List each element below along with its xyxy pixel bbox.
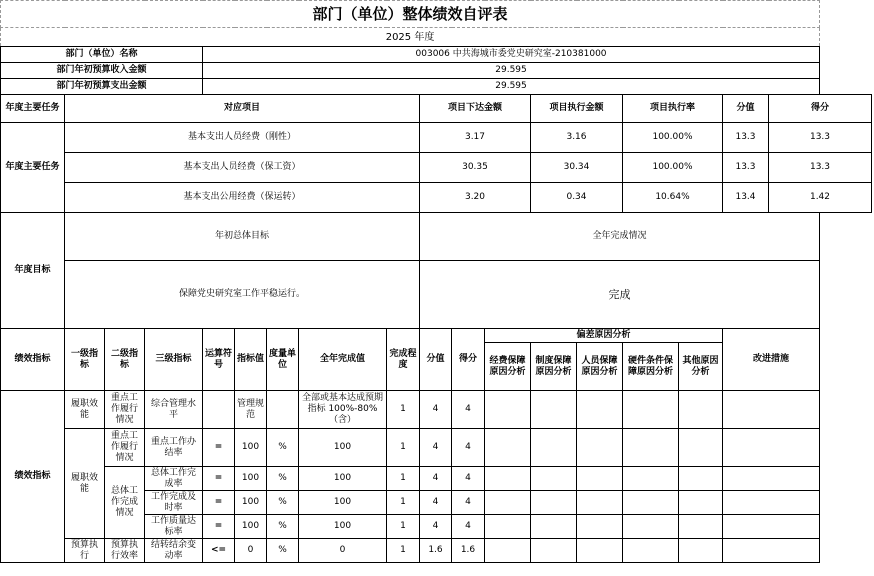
ind-l2: 总体工作完成情况	[105, 467, 145, 539]
ind-degree: 1	[387, 491, 420, 515]
ind-degree: 1	[387, 467, 420, 491]
ind-l3: 重点工作办结率	[145, 429, 203, 467]
h-deviation: 偏差原因分析	[485, 329, 723, 343]
ind-done: 全部或基本达成预期指标 100%-80%（含）	[299, 391, 387, 429]
table-row	[1, 183, 872, 213]
h-done: 全年完成值	[299, 329, 387, 391]
ind-op: =	[203, 429, 235, 467]
year-label: 2025 年度	[1, 28, 820, 47]
h-operator: 运算符号	[203, 329, 235, 391]
h-dev-personnel: 人员保障原因分析	[577, 343, 623, 391]
task-rate: 100.00%	[623, 123, 723, 153]
goal-done-header: 全年完成情况	[420, 213, 820, 261]
item-col-header: 对应项目	[65, 95, 420, 123]
exec-col-header: 项目执行金额	[531, 95, 623, 123]
ind-score: 4	[420, 467, 452, 491]
task-score: 13.4	[723, 183, 769, 213]
ind-unit: %	[267, 467, 299, 491]
indicator-label: 绩效指标	[1, 329, 65, 391]
table-row	[1, 153, 872, 183]
goal-label: 年度目标	[1, 213, 65, 329]
ind-l3: 工作完成及时率	[145, 491, 203, 515]
ind-l3: 结转结余变动率	[145, 539, 203, 563]
h-value: 指标值	[235, 329, 267, 391]
goal-target-text: 保障党史研究室工作平稳运行。	[65, 261, 420, 329]
ind-done: 100	[299, 491, 387, 515]
income-label: 部门年初预算收入金额	[1, 63, 203, 79]
task-budget: 3.17	[420, 123, 531, 153]
dept-value: 003006 中共海城市委党史研究室-210381000	[203, 47, 820, 63]
h-dev-system: 制度保障原因分析	[531, 343, 577, 391]
h-got: 得分	[452, 329, 485, 391]
h-degree: 完成程度	[387, 329, 420, 391]
indicator-body-label: 绩效指标	[1, 391, 65, 563]
task-item: 基本支出人员经费（保工资）	[65, 153, 420, 183]
task-exec: 3.16	[531, 123, 623, 153]
table-row	[1, 467, 872, 491]
ind-got: 4	[452, 429, 485, 467]
table-row	[1, 123, 872, 153]
ind-val: 100	[235, 429, 267, 467]
ind-op: =	[203, 491, 235, 515]
ind-op: =	[203, 467, 235, 491]
task-col-header: 年度主要任务	[1, 95, 65, 123]
ind-score: 4	[420, 515, 452, 539]
h-unit: 度量单位	[267, 329, 299, 391]
ind-score: 1.6	[420, 539, 452, 563]
ind-done: 0	[299, 539, 387, 563]
task-budget: 30.35	[420, 153, 531, 183]
ind-degree: 1	[387, 539, 420, 563]
page-title: 部门（单位）整体绩效自评表	[1, 1, 820, 28]
task-item: 基本支出人员经费（刚性）	[65, 123, 420, 153]
ind-val: 100	[235, 491, 267, 515]
ind-got: 1.6	[452, 539, 485, 563]
table-row	[1, 429, 872, 467]
ind-unit	[267, 391, 299, 429]
task-row-label: 年度主要任务	[1, 123, 65, 213]
ind-l2: 重点工作履行情况	[105, 429, 145, 467]
score-col-header: 分值	[723, 95, 769, 123]
got-col-header: 得分	[769, 95, 872, 123]
dept-label: 部门（单位）名称	[1, 47, 203, 63]
ind-op: =	[203, 515, 235, 539]
ind-l1: 履职效能	[65, 391, 105, 429]
budget-col-header: 项目下达金额	[420, 95, 531, 123]
ind-unit: %	[267, 429, 299, 467]
ind-l3: 综合管理水平	[145, 391, 203, 429]
ind-got: 4	[452, 491, 485, 515]
ind-got: 4	[452, 391, 485, 429]
ind-degree: 1	[387, 515, 420, 539]
task-score: 13.3	[723, 123, 769, 153]
ind-l2: 预算执行效率	[105, 539, 145, 563]
table-row	[1, 391, 872, 429]
task-got: 1.42	[769, 183, 872, 213]
task-got: 13.3	[769, 153, 872, 183]
ind-val: 管理规范	[235, 391, 267, 429]
ind-score: 4	[420, 391, 452, 429]
ind-unit: %	[267, 515, 299, 539]
ind-l3: 工作质量达标率	[145, 515, 203, 539]
task-item: 基本支出公用经费（保运转）	[65, 183, 420, 213]
expense-label: 部门年初预算支出金额	[1, 79, 203, 95]
ind-op	[203, 391, 235, 429]
task-rate: 10.64%	[623, 183, 723, 213]
ind-degree: 1	[387, 391, 420, 429]
ind-score: 4	[420, 491, 452, 515]
ind-degree: 1	[387, 429, 420, 467]
goal-target-header: 年初总体目标	[65, 213, 420, 261]
ind-got: 4	[452, 467, 485, 491]
ind-done: 100	[299, 429, 387, 467]
task-rate: 100.00%	[623, 153, 723, 183]
h-level3: 三级指标	[145, 329, 203, 391]
ind-l2: 重点工作履行情况	[105, 391, 145, 429]
h-level2: 二级指标	[105, 329, 145, 391]
ind-l1: 履职效能	[65, 429, 105, 539]
goal-done-text: 完成	[420, 261, 820, 329]
ind-op: <=	[203, 539, 235, 563]
expense-value: 29.595	[203, 79, 820, 95]
ind-unit: %	[267, 491, 299, 515]
h-level1: 一级指标	[65, 329, 105, 391]
ind-l3: 总体工作完成率	[145, 467, 203, 491]
table-row	[1, 539, 872, 563]
task-score: 13.3	[723, 153, 769, 183]
ind-val: 0	[235, 539, 267, 563]
task-budget: 3.20	[420, 183, 531, 213]
income-value: 29.595	[203, 63, 820, 79]
task-exec: 30.34	[531, 153, 623, 183]
ind-val: 100	[235, 467, 267, 491]
h-score: 分值	[420, 329, 452, 391]
task-exec: 0.34	[531, 183, 623, 213]
ind-got: 4	[452, 515, 485, 539]
task-got: 13.3	[769, 123, 872, 153]
ind-done: 100	[299, 467, 387, 491]
rate-col-header: 项目执行率	[623, 95, 723, 123]
h-dev-hardware: 硬件条件保障原因分析	[623, 343, 679, 391]
ind-score: 4	[420, 429, 452, 467]
ind-unit: %	[267, 539, 299, 563]
ind-done: 100	[299, 515, 387, 539]
h-improve: 改进措施	[723, 329, 820, 391]
h-dev-funding: 经费保障原因分析	[485, 343, 531, 391]
h-dev-other: 其他原因分析	[679, 343, 723, 391]
ind-val: 100	[235, 515, 267, 539]
ind-l1: 预算执行	[65, 539, 105, 563]
